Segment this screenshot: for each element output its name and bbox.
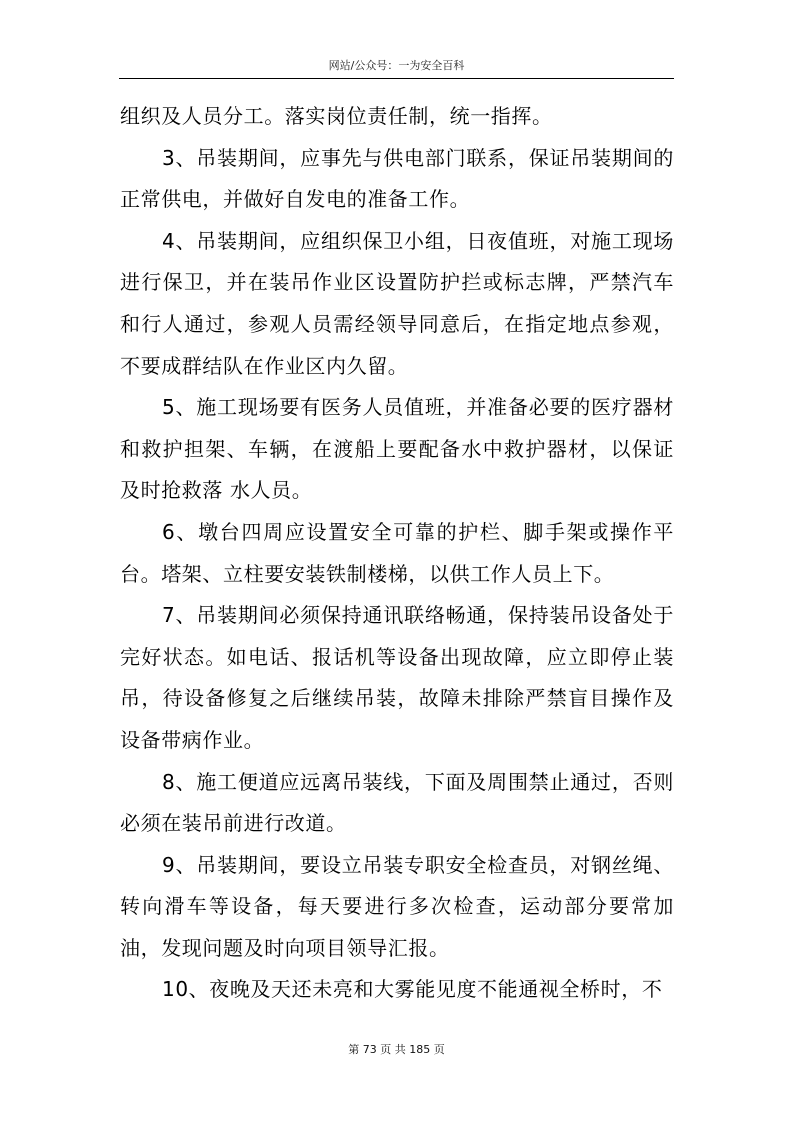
paragraph-9: 10、夜晚及天还未亮和大雾能见度不能通视全桥时，不 <box>162 977 663 1002</box>
header-divider <box>119 78 674 79</box>
paragraph-4: 5、施工现场要有医务人员值班，并准备必要的医疗器材和救护担架、车辆，在渡船上要配备水中救护器材，以保证及时抢救落 水人员。 <box>120 395 674 503</box>
paragraph-8: 9、吊装期间，要设立吊装专职安全检查员，对钢丝绳、转向滑车等设备，每天要进行多次检查，运动部分要常加油，发现问题及时向项目领导汇报。 <box>120 852 674 960</box>
paragraph-7: 8、施工便道应远离吊装线，下面及周围禁止通过，否则必须在装吊前进行改道。 <box>120 769 674 836</box>
paragraph-1: 组织及人员分工。落实岗位责任制，统一指挥。 <box>120 104 553 128</box>
paragraph-5: 6、墩台四周应设置安全可靠的护栏、脚手架或操作平台。塔架、立柱要安装铁制楼梯，以供工作人员上下。 <box>120 519 674 586</box>
paragraph-3: 4、吊装期间，应组织保卫小组，日夜值班，对施工现场进行保卫，并在装吊作业区设置防护拦或标志牌，严禁汽车和行人通过，参观人员需经领导同意后，在指定地点参观，不要成群结队在作业区内久留。 <box>120 228 674 378</box>
document-body <box>120 96 674 1011</box>
paragraph-2: 3、吊装期间，应事先与供电部门联系，保证吊装期间的正常供电，并做好自发电的准备工作。 <box>120 145 674 212</box>
paragraph-6: 7、吊装期间必须保持通讯联络畅通，保持装吊设备处于完好状态。如电话、报话机等设备出现故障，应立即停止装吊，待设备修复之后继续吊装，故障未排除严禁盲目操作及设备带病作业。 <box>120 603 674 752</box>
page-number-footer: 第 73 页 共 185 页 <box>348 1043 445 1056</box>
page-header: 网站/公众号：一为安全百科 <box>328 59 465 72</box>
